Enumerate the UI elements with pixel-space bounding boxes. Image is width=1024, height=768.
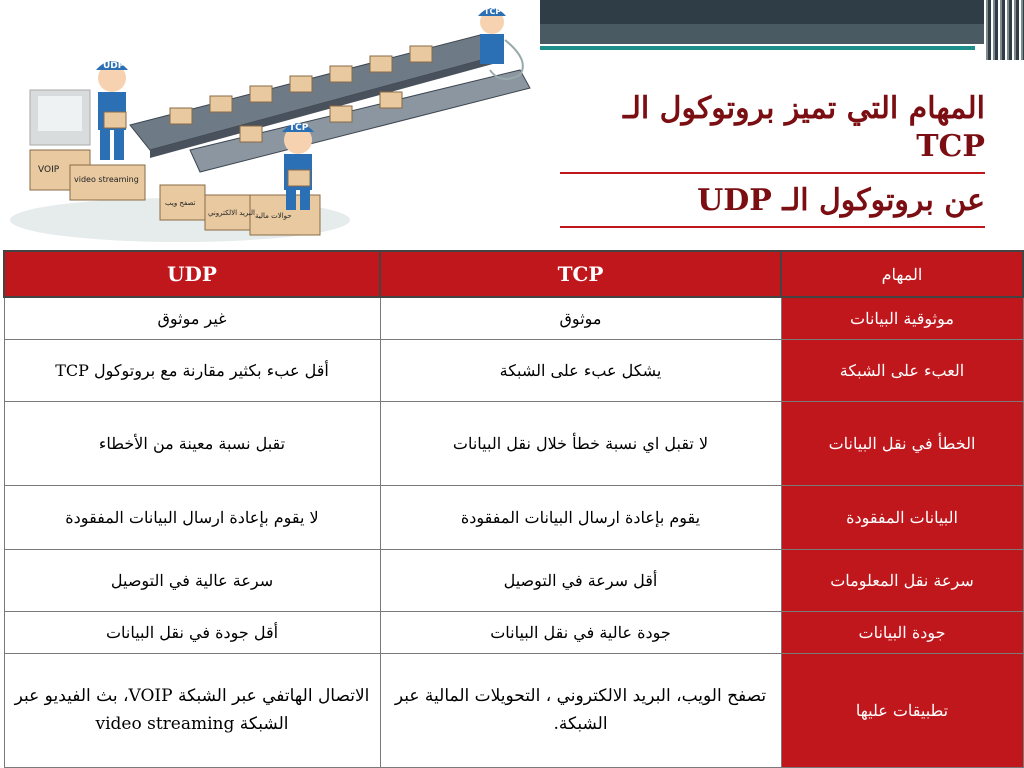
row-label: جودة البيانات bbox=[781, 611, 1023, 653]
tcp-cell: موثوق bbox=[380, 297, 781, 339]
table-row bbox=[4, 549, 1023, 611]
table-row bbox=[4, 401, 1023, 485]
title-line-1: المهام التي تميز بروتوكول الـ TCP bbox=[560, 90, 985, 174]
row-label: تطبيقات عليها bbox=[781, 653, 1023, 767]
header-bar-dark bbox=[535, 0, 1024, 24]
tcp-cell: لا تقبل اي نسبة خطأ خلال نقل البيانات bbox=[380, 401, 781, 485]
tcp-cell: يقوم بإعادة ارسال البيانات المفقودة bbox=[380, 485, 781, 549]
table-header-row bbox=[4, 251, 1023, 297]
label-video: video streaming bbox=[74, 175, 139, 184]
udp-cell: لا يقوم بإعادة ارسال البيانات المفقودة bbox=[4, 485, 380, 549]
udp-cell: الاتصال الهاتفي عبر الشبكة VOIP، بث الفيديو عبر الشبكة video streaming bbox=[4, 653, 380, 767]
label-voip: VOIP bbox=[38, 165, 60, 175]
row-label: موثوقية البيانات bbox=[781, 297, 1023, 339]
header-accent-line bbox=[535, 46, 975, 50]
tcp-cell: يشكل عبء على الشبكة bbox=[380, 339, 781, 401]
table-row bbox=[4, 485, 1023, 549]
tcp-cell: أقل سرعة في التوصيل bbox=[380, 549, 781, 611]
title-line-2: عن بروتوكول الـ UDP bbox=[560, 182, 985, 228]
udp-cell: أقل عبء بكثير مقارنة مع بروتوكول TCP bbox=[4, 339, 380, 401]
table-row bbox=[4, 339, 1023, 401]
row-label: البيانات المفقودة bbox=[781, 485, 1023, 549]
header-udp: UDP bbox=[4, 251, 380, 297]
row-label: سرعة نقل المعلومات bbox=[781, 549, 1023, 611]
cap-tcp: TCP bbox=[289, 123, 309, 133]
udp-cell: أقل جودة في نقل البيانات bbox=[4, 611, 380, 653]
header-tcp: TCP bbox=[380, 251, 781, 297]
worker-top-figure bbox=[478, 8, 506, 64]
label-mail: البريد الالكتروني bbox=[208, 209, 255, 217]
table-row bbox=[4, 297, 1023, 339]
comparison-table bbox=[3, 250, 1024, 768]
row-label: العبء على الشبكة bbox=[781, 339, 1023, 401]
table-row bbox=[4, 653, 1023, 767]
conveyor-illustration bbox=[0, 0, 540, 245]
udp-cell: تقبل نسبة معينة من الأخطاء bbox=[4, 401, 380, 485]
udp-cell: غير موثوق bbox=[4, 297, 380, 339]
table-row bbox=[4, 611, 1023, 653]
page-title bbox=[560, 90, 985, 236]
label-web: تصفح ويب bbox=[165, 199, 196, 207]
tcp-cell: جودة عالية في نقل البيانات bbox=[380, 611, 781, 653]
cap-udp: UDP bbox=[103, 61, 125, 71]
header-tasks: المهام bbox=[781, 251, 1023, 297]
cap-tcp-top: TCP bbox=[484, 7, 502, 16]
udp-cell: سرعة عالية في التوصيل bbox=[4, 549, 380, 611]
row-label: الخطأ في نقل البيانات bbox=[781, 401, 1023, 485]
header-stripes bbox=[984, 0, 1024, 60]
label-money: حوالات مالية bbox=[255, 212, 292, 220]
tcp-cell: تصفح الويب، البريد الالكتروني ، التحويلات المالية عبر الشبكة. bbox=[380, 653, 781, 767]
header-bar-medium bbox=[535, 24, 1024, 44]
